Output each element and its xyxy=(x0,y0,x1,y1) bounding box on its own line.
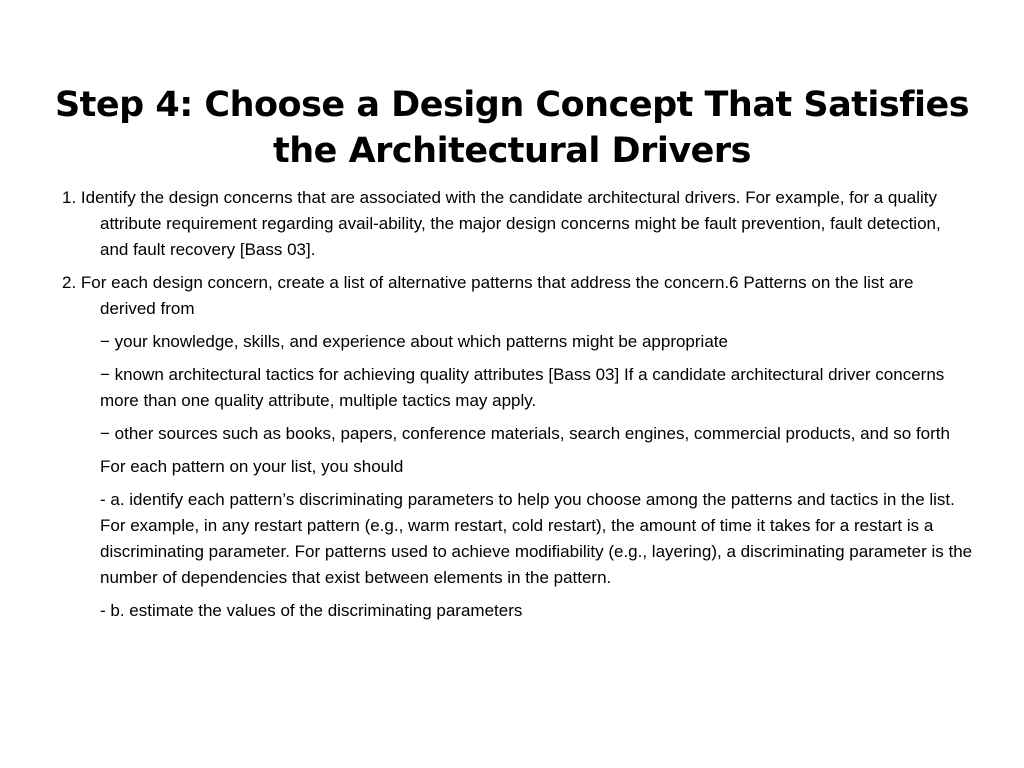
slide-body xyxy=(62,185,973,631)
pattern-instruction-a: - a. identify each pattern’s discriminating parameters to help you choose among the patterns and tactics in the list. For example, in any restart pattern (e.g., warm restart, cold restart), the amount of time it takes for a restart is a discriminating parameter. For patterns used to achieve modifiability (e.g., layering), a discriminating parameter is the number of dependencies that exist between elements in the pattern. xyxy=(100,490,973,587)
slide-title-line-2: the Architectural Drivers xyxy=(273,131,751,171)
slide-title-line-1: Step 4: Choose a Design Concept That Satisfies xyxy=(54,85,970,125)
pattern-source-knowledge: − your knowledge, skills, and experience about which patterns might be appropriate xyxy=(100,332,728,351)
slide-title xyxy=(40,82,984,174)
pattern-instruction-b: - b. estimate the values of the discriminating parameters xyxy=(100,601,523,620)
pattern-source-tactics: − known architectural tactics for achieving quality attributes [Bass 03] If a candidate architectural driver concerns more than one quality attribute, multiple tactics may apply. xyxy=(100,365,945,410)
step-2-paragraph: 2. For each design concern, create a list of alternative patterns that address the concern.6 Patterns on the list are derived from xyxy=(62,273,914,318)
pattern-source-other: − other sources such as books, papers, conference materials, search engines, commercial products, and so forth xyxy=(100,424,950,443)
step-1-paragraph: 1. Identify the design concerns that are associated with the candidate architectural drivers. For example, for a quality attribute requirement regarding avail-ability, the major design concerns might be fault prevention, fault detection, and fault recovery [Bass 03]. xyxy=(62,188,941,259)
pattern-instructions-intro: For each pattern on your list, you should xyxy=(100,457,404,476)
